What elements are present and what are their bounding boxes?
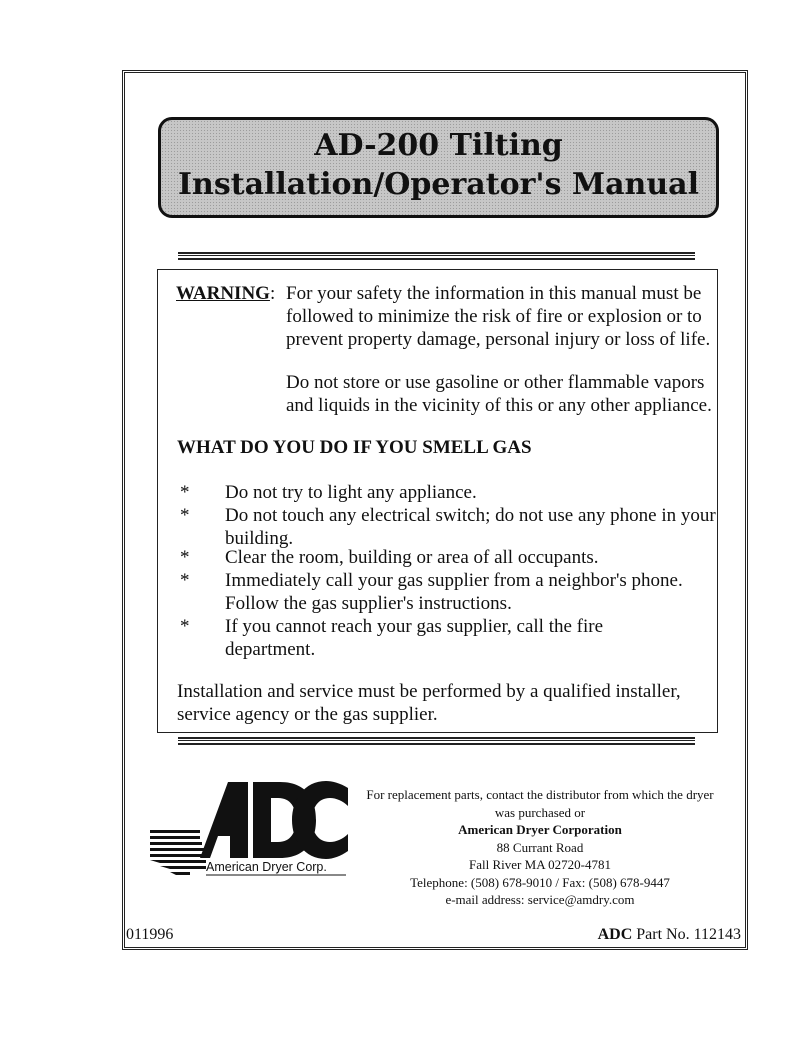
bullet-marker: * — [180, 547, 190, 568]
bullet-5-line1: If you cannot reach your gas supplier, call the fire — [225, 616, 604, 637]
contact-line2: was purchased or — [494, 804, 586, 820]
bullet-1-line1: Do not try to light any appliance. — [225, 482, 477, 503]
contact-company: American Dryer Corporation — [458, 822, 622, 837]
manual-title-line1: AD-200 Tilting — [314, 128, 563, 163]
bullet-4-line1: Immediately call your gas supplier from a neighbor's phone. — [225, 570, 683, 591]
part-brand: ADC — [597, 926, 633, 943]
part-label: Part No. 112143 — [636, 926, 741, 943]
contact-line1: For replacement parts, contact the distributor from which the dryer — [366, 787, 714, 802]
contact-block — [358, 786, 722, 909]
contact-phone: Telephone: (508) 678-9010 / Fax: (508) 678-9447 — [410, 874, 670, 890]
warning-para1-line3: prevent property damage, personal injury or loss of life. — [286, 329, 711, 350]
warning-para2-line2: and liquids in the vicinity of this or any other appliance. — [286, 395, 712, 416]
warning-para2-line1: Do not store or use gasoline or other flammable vapors — [286, 372, 705, 393]
bullet-marker: * — [180, 482, 190, 503]
manual-title-line2: Installation/Operator's Manual — [177, 167, 700, 202]
contact-email: e-mail address: service@amdry.com — [445, 892, 635, 907]
warning-colon: : — [269, 283, 276, 304]
bullet-marker: * — [180, 505, 190, 526]
warning-para1-line2: followed to minimize the risk of fire or explosion or to — [286, 306, 702, 327]
bullet-3-line1: Clear the room, building or area of all occupants. — [225, 547, 599, 568]
closing-line2: service agency or the gas supplier. — [177, 704, 438, 725]
bullet-4-line2: Follow the gas supplier's instructions. — [225, 593, 512, 614]
divider-bottom — [178, 737, 695, 745]
warning-para1-line1: For your safety the information in this manual must be — [286, 283, 702, 304]
document-code: 011996 — [126, 926, 174, 943]
warning-label-wrap — [176, 283, 275, 306]
divider-top — [178, 252, 695, 260]
bullet-5-line2: department. — [225, 639, 316, 660]
title-banner — [158, 117, 719, 218]
adc-logo — [150, 780, 350, 900]
bullet-2-line2: building. — [225, 528, 294, 549]
gas-smell-heading: WHAT DO YOU DO IF YOU SMELL GAS — [177, 437, 532, 458]
part-number — [598, 926, 741, 944]
bullet-marker: * — [180, 616, 190, 637]
bullet-marker: * — [180, 570, 190, 591]
bullet-2-line1: Do not touch any electrical switch; do not use any phone in your — [225, 505, 716, 526]
closing-line1: Installation and service must be performed by a qualified installer, — [177, 681, 681, 702]
logo-speed-lines — [150, 830, 206, 875]
logo-tagline: American Dryer Corp. — [206, 860, 327, 874]
warning-label: WARNING — [176, 283, 270, 304]
contact-street: 88 Currant Road — [496, 839, 584, 855]
logo-letter-a — [200, 782, 248, 858]
contact-city: Fall River MA 02720-4781 — [469, 857, 611, 872]
